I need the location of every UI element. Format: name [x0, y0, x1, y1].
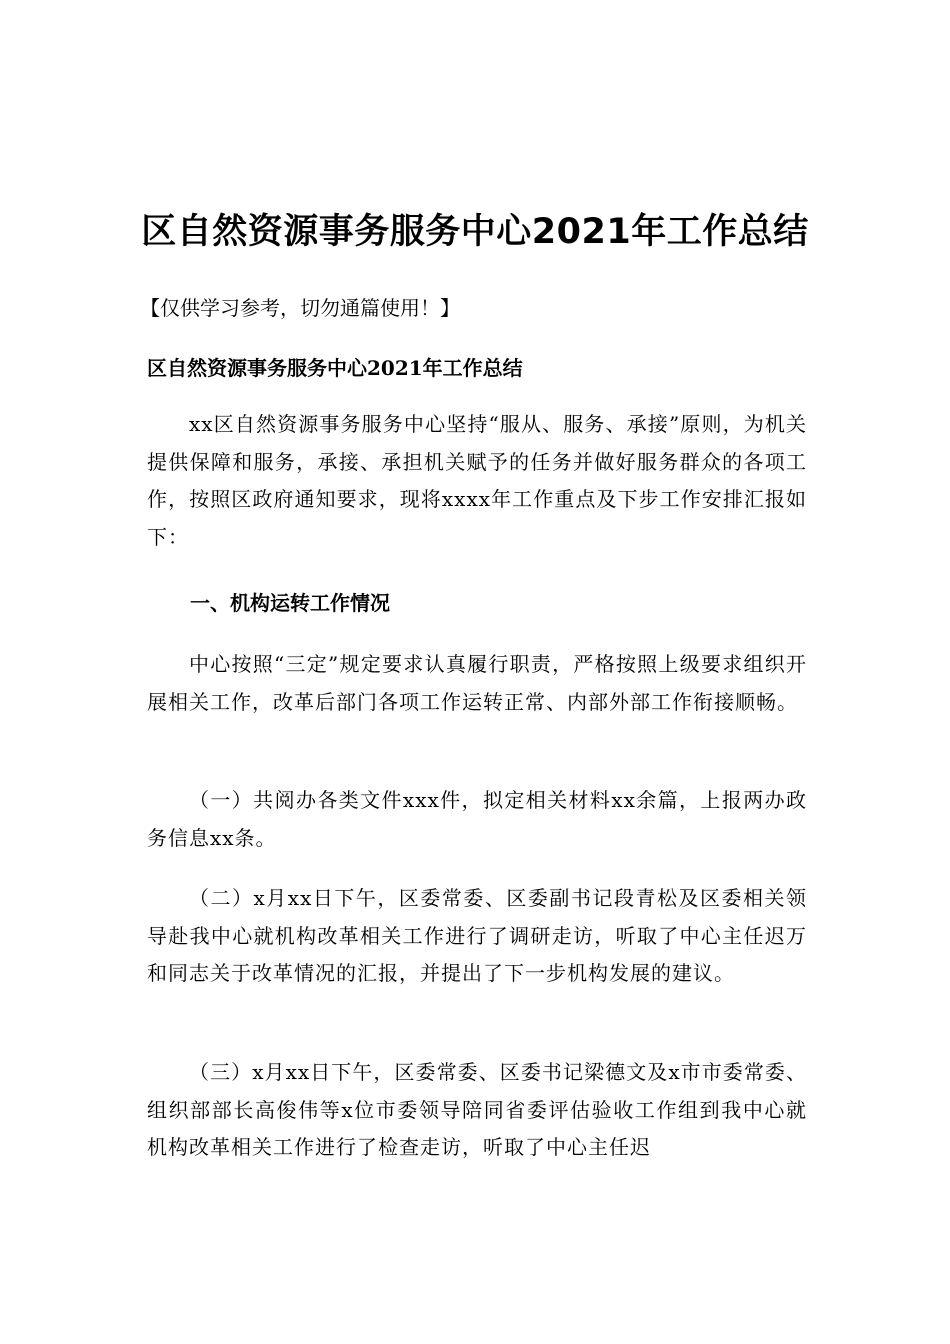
section-heading: 一、机构运转工作情况	[190, 591, 390, 615]
section-paragraph: 中心按照“三定”规定要求认真履行职责，严格按照上级要求组织开展相关工作，改革后部门各项工作运转正常、内部外部工作衔接顺畅。	[147, 652, 807, 714]
list-item-two: （二）x月xx日下午，区委常委、区委副书记段青松及区委相关领导赴我中心就机构改革相关工作进行了调研走访，听取了中心主任迟万和同志关于改革情况的汇报，并提出了下一步机构发展的建议。	[147, 886, 807, 985]
usage-notice: 【仅供学习参考，切勿通篇使用！】	[140, 296, 460, 320]
document-subtitle: 区自然资源事务服务中心2021年工作总结	[147, 356, 523, 380]
intro-paragraph: xx区自然资源事务服务中心坚持“服从、服务、承接”原则，为机关提供保障和服务，承接、承担机关赋予的任务并做好服务群众的各项工作，按照区政府通知要求，现将xxxx年工作重点及下步工作安排汇报如下：	[147, 412, 807, 549]
list-item-three: （三）x月xx日下午，区委常委、区委书记梁德文及x市市委常委、组织部部长高俊伟等x位市委领导陪同省委评估验收工作组到我中心就机构改革相关工作进行了检查走访，听取了中心主任迟	[147, 1060, 807, 1159]
list-item-one: （一）共阅办各类文件xxx件，拟定相关材料xx余篇，上报两办政务信息xx条。	[147, 788, 807, 850]
document-title: 区自然资源事务服务中心2021年工作总结	[141, 212, 809, 252]
